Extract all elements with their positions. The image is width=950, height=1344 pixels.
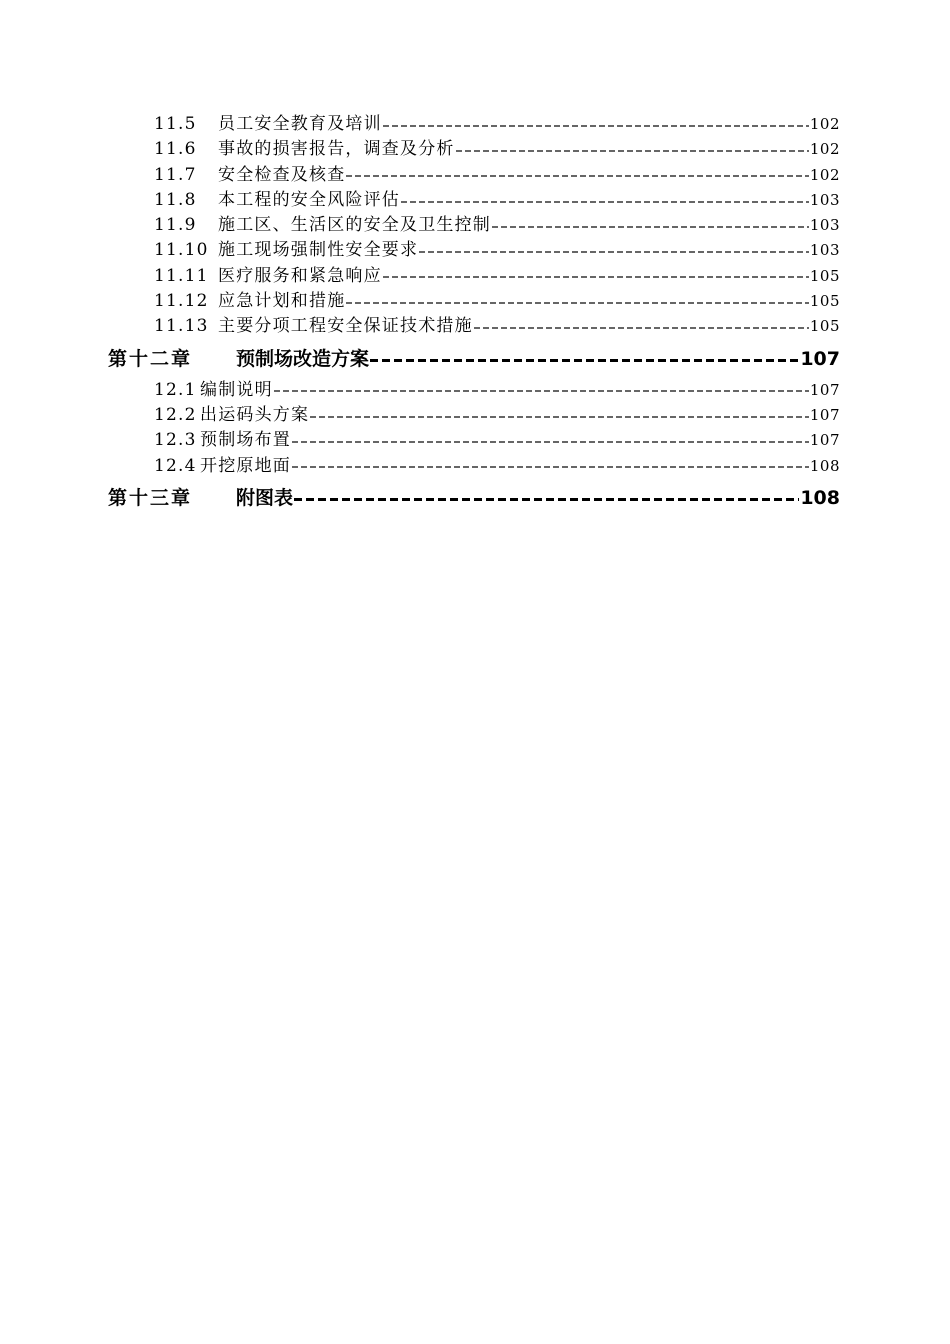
- dot-leader: [383, 125, 809, 127]
- page-number: 102: [809, 140, 840, 159]
- toc-entry-11-9[interactable]: [108, 213, 840, 238]
- dot-leader: [292, 441, 809, 443]
- dot-leader: [474, 327, 809, 329]
- dot-leader: [401, 201, 809, 203]
- dot-leader: [346, 302, 808, 304]
- chapter-number: 第十三章: [108, 486, 193, 509]
- page-number: 103: [809, 216, 840, 235]
- toc-entry-12-2[interactable]: [108, 403, 840, 428]
- page-number: 107: [809, 431, 840, 450]
- toc-entry-12-4[interactable]: [108, 454, 840, 479]
- page-number: 105: [809, 292, 840, 311]
- toc-entry-11-8[interactable]: [108, 188, 840, 213]
- page-number: 105: [809, 266, 840, 285]
- section-title: 出运码头方案: [200, 404, 310, 425]
- section-number: 11.8: [154, 189, 197, 210]
- section-title: 应急计划和措施: [218, 291, 346, 312]
- page-number: 107: [809, 405, 840, 424]
- section-title: 预制场布置: [200, 430, 291, 451]
- page-number: 102: [809, 115, 840, 133]
- table-of-contents: [108, 112, 840, 517]
- section-title: 开挖原地面: [200, 455, 291, 476]
- section-number: 11.5: [154, 114, 197, 134]
- section-number: 11.6: [154, 139, 197, 160]
- section-title: 编制说明: [200, 379, 273, 400]
- toc-entry-11-6[interactable]: [108, 137, 840, 162]
- dot-leader: [310, 416, 809, 418]
- toc-entry-11-13[interactable]: [108, 314, 840, 339]
- page-number: 107: [800, 347, 840, 370]
- dot-leader: [370, 359, 799, 362]
- page-number: 105: [809, 317, 840, 336]
- section-title: 施工区、生活区的安全及卫生控制: [218, 215, 491, 236]
- page-number: 108: [809, 456, 840, 475]
- toc-entry-11-5[interactable]: [108, 112, 840, 137]
- section-title: 员工安全教育及培训: [218, 114, 382, 134]
- dot-leader: [274, 390, 809, 392]
- toc-entry-12-1[interactable]: [108, 378, 840, 403]
- section-title: 施工现场强制性安全要求: [218, 240, 419, 261]
- dot-leader: [383, 276, 809, 278]
- toc-entry-11-7[interactable]: [108, 163, 840, 188]
- toc-chapter-13[interactable]: [108, 482, 840, 515]
- section-title: 医疗服务和紧急响应: [218, 265, 382, 286]
- chapter-title: 附图表: [236, 486, 294, 509]
- dot-leader: [419, 251, 809, 253]
- dot-leader: [294, 498, 799, 501]
- section-number: 11.11: [154, 265, 209, 286]
- toc-entry-11-10[interactable]: [108, 238, 840, 263]
- toc-entry-11-11[interactable]: [108, 264, 840, 289]
- page-number: 103: [809, 190, 840, 209]
- dot-leader: [456, 150, 809, 152]
- section-number: 11.13: [154, 316, 209, 337]
- section-number: 12.4: [154, 455, 197, 476]
- section-number: 12.3: [154, 430, 197, 451]
- page-number: 103: [809, 241, 840, 260]
- page-number: 102: [809, 165, 840, 184]
- chapter-number: 第十二章: [108, 347, 193, 370]
- section-title: 本工程的安全风险评估: [218, 189, 400, 210]
- section-number: 11.12: [154, 291, 209, 312]
- chapter-title: 预制场改造方案: [236, 347, 370, 370]
- section-number: 11.10: [154, 240, 209, 261]
- toc-entry-11-12[interactable]: [108, 289, 840, 314]
- dot-leader: [346, 175, 808, 177]
- page-number: 107: [809, 380, 840, 399]
- section-title: 安全检查及核查: [218, 164, 346, 185]
- section-number: 11.9: [154, 215, 197, 236]
- toc-entry-12-3[interactable]: [108, 428, 840, 453]
- toc-chapter-12[interactable]: [108, 343, 840, 376]
- page-number: 108: [800, 486, 840, 509]
- section-title: 事故的损害报告，调查及分析: [218, 139, 455, 160]
- section-number: 12.2: [154, 404, 197, 425]
- dot-leader: [292, 466, 809, 468]
- section-number: 12.1: [154, 379, 197, 400]
- section-title: 主要分项工程安全保证技术措施: [218, 316, 473, 337]
- dot-leader: [492, 226, 809, 228]
- section-number: 11.7: [154, 164, 197, 185]
